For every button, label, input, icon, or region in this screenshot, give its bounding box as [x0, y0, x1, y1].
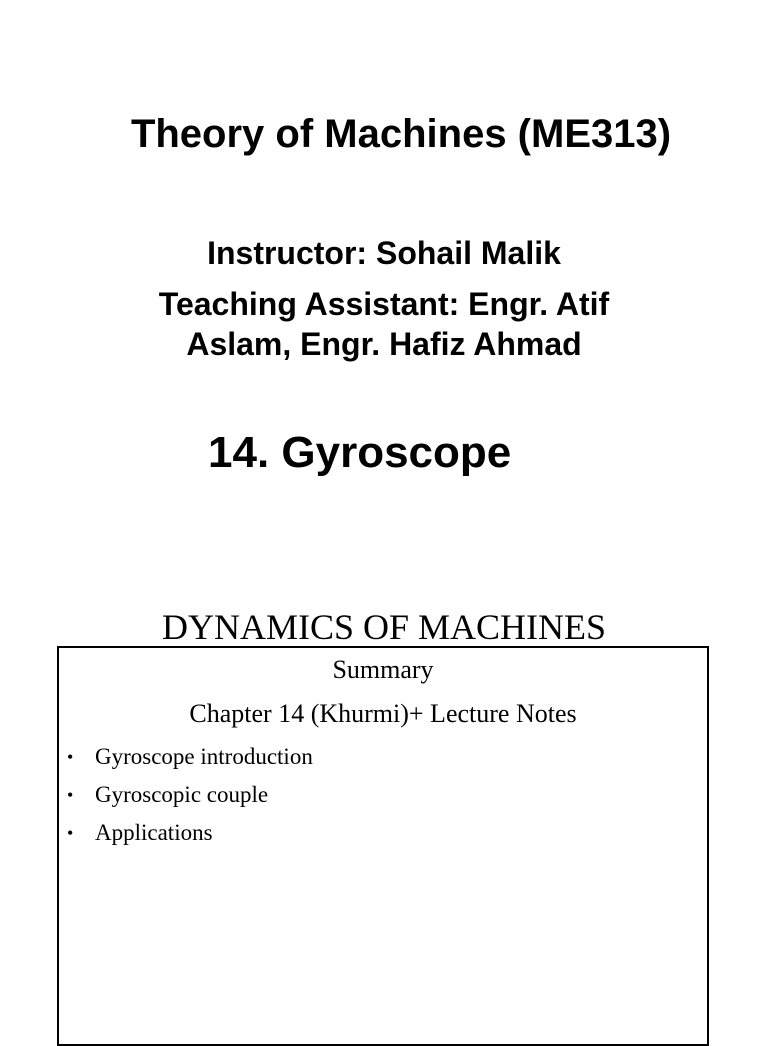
instructor-line: Instructor: Sohail Malik	[207, 235, 561, 271]
bullet-icon: •	[67, 785, 74, 805]
topic-item	[67, 814, 313, 852]
topic-item	[67, 738, 313, 776]
teaching-assistants-line: Teaching Assistant: Engr. Atif Aslam, Engr. Hafiz Ahmad	[158, 286, 610, 362]
topic-label: Gyroscopic couple	[95, 782, 269, 807]
chapter-title: 14. Gyroscope	[208, 428, 512, 477]
section-heading: DYNAMICS OF MACHINES	[161, 607, 607, 647]
topic-label: Applications	[95, 820, 213, 845]
topic-item	[67, 776, 313, 814]
course-title: Theory of Machines (ME313)	[130, 112, 672, 156]
bullet-icon: •	[67, 747, 74, 767]
topic-list	[67, 738, 313, 852]
summary-box	[57, 646, 709, 1046]
bullet-icon: •	[67, 823, 74, 843]
summary-title: Summary	[332, 655, 434, 684]
topic-label: Gyroscope introduction	[95, 744, 313, 769]
summary-subtitle: Chapter 14 (Khurmi)+ Lecture Notes	[189, 699, 577, 728]
